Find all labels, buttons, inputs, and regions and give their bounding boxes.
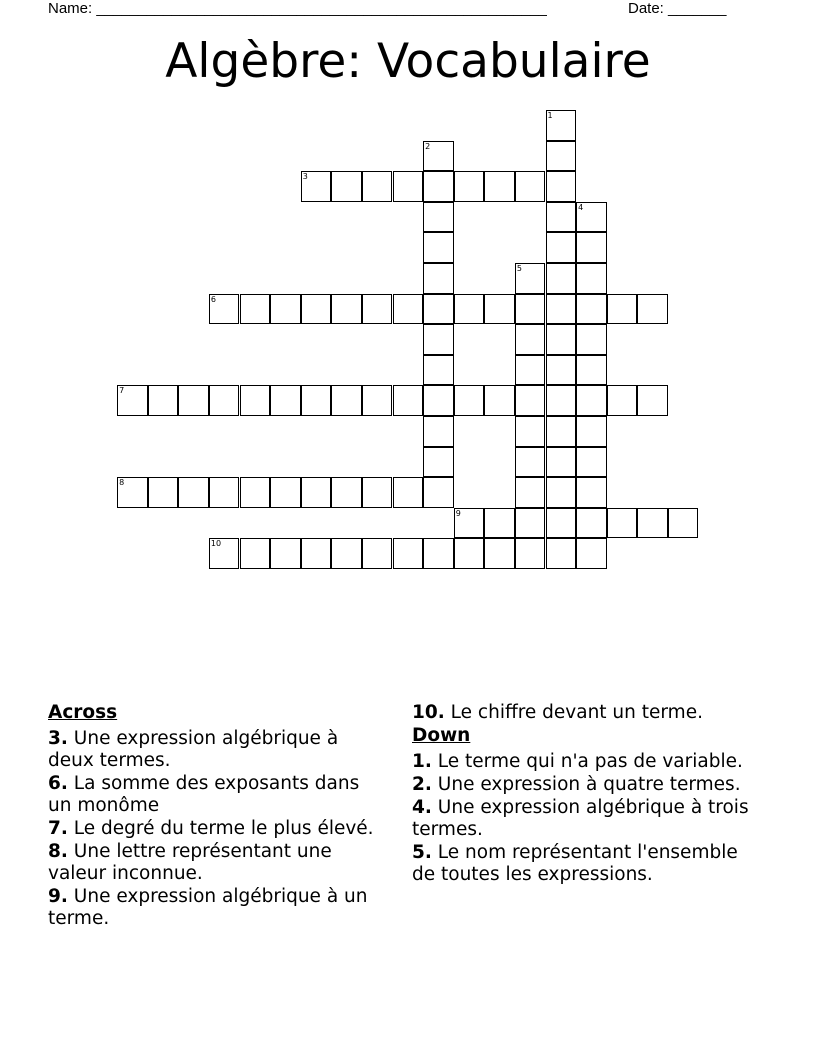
crossword-cell[interactable] [515,538,546,569]
crossword-cell[interactable] [668,508,699,539]
crossword-cell[interactable] [546,416,577,447]
crossword-cell[interactable] [301,477,332,508]
crossword-cell[interactable] [423,477,454,508]
crossword-cell[interactable] [484,294,515,325]
crossword-cell[interactable] [423,324,454,355]
crossword-cell[interactable] [240,294,271,325]
crossword-cell[interactable] [301,385,332,416]
crossword-cell[interactable] [576,232,607,263]
crossword-cell[interactable] [576,202,607,233]
crossword-cell[interactable] [362,294,393,325]
clue-text: Le terme qui n'a pas de variable. [437,751,743,772]
clue-text: Une expression algébrique à un terme. [48,886,368,929]
crossword-cell[interactable] [454,294,485,325]
crossword-cell[interactable] [576,447,607,478]
crossword-cell[interactable] [423,447,454,478]
crossword-cell[interactable] [393,294,424,325]
crossword-cell[interactable] [423,294,454,325]
crossword-cell[interactable] [423,385,454,416]
crossword-cell[interactable] [178,477,209,508]
crossword-cell[interactable] [423,202,454,233]
crossword-cell[interactable] [546,324,577,355]
crossword-cell[interactable] [178,385,209,416]
crossword-cell[interactable] [209,477,240,508]
crossword-cell[interactable] [423,416,454,447]
crossword-cell[interactable] [209,538,240,569]
page-title: Algèbre: Vocabulaire [165,34,651,89]
crossword-cell[interactable] [331,171,362,202]
crossword-cell[interactable] [576,477,607,508]
crossword-cell[interactable] [240,538,271,569]
clue-text: La somme des exposants dans un monôme [48,773,360,816]
crossword-cell[interactable] [576,294,607,325]
clue-text: Le chiffre devant un terme. [450,702,703,723]
crossword-cell[interactable] [209,294,240,325]
crossword-cell[interactable] [331,477,362,508]
crossword-cell[interactable] [393,538,424,569]
clue-number: 8. [48,841,68,862]
crossword-cell[interactable] [484,171,515,202]
crossword-cell[interactable] [546,355,577,386]
clue-across-3 [48,728,388,772]
crossword-cell[interactable] [393,477,424,508]
crossword-cell[interactable] [301,538,332,569]
clue-number: 7. [48,818,68,839]
crossword-cell[interactable] [484,538,515,569]
clue-down-4 [412,797,752,841]
crossword-cell[interactable] [576,324,607,355]
clue-number: 4. [412,797,432,818]
clue-number: 5. [412,842,432,863]
crossword-cell[interactable] [362,171,393,202]
crossword-cell[interactable] [515,508,546,539]
crossword-cell[interactable] [148,477,179,508]
clue-down-5 [412,842,752,886]
crossword-cell[interactable] [331,294,362,325]
crossword-cell[interactable] [576,538,607,569]
cell-number: 6 [210,294,216,304]
clue-text: Une expression à quatre termes. [437,774,741,795]
crossword-cell[interactable] [515,294,546,325]
crossword-cell[interactable] [607,508,638,539]
crossword-cell[interactable] [546,538,577,569]
date-field: Date: _______ [628,0,727,17]
crossword-cell[interactable] [362,385,393,416]
crossword-cell[interactable] [362,538,393,569]
crossword-cell[interactable] [209,385,240,416]
clue-text: Le degré du terme le plus élevé. [73,818,374,839]
crossword-cell[interactable] [117,477,148,508]
clue-text: Une expression algébrique à trois termes. [412,797,749,840]
crossword-cell[interactable] [454,538,485,569]
cell-number: 10 [210,539,222,549]
crossword-cell[interactable] [484,508,515,539]
cell-number: 9 [455,508,461,518]
crossword-cell[interactable] [546,202,577,233]
down-heading: Down [412,725,471,746]
crossword-cell[interactable] [576,508,607,539]
clue-text: Le nom représentant l'ensemble de toutes les expressions. [412,842,738,885]
crossword-cell[interactable] [270,294,301,325]
crossword-cell[interactable] [454,171,485,202]
across-heading: Across [48,702,118,723]
clue-number: 9. [48,886,68,907]
crossword-cell[interactable] [393,385,424,416]
crossword-cell[interactable] [515,263,546,294]
clue-across-8 [48,841,388,885]
crossword-cell[interactable] [576,416,607,447]
crossword-cell[interactable] [637,508,668,539]
cell-number: 7 [119,386,125,396]
crossword-cell[interactable] [576,263,607,294]
clue-number: 10. [412,702,445,723]
crossword-cell[interactable] [515,385,546,416]
cell-number: 5 [516,264,522,273]
crossword-cell[interactable] [423,263,454,294]
crossword-cell[interactable] [546,508,577,539]
crossword-cell[interactable] [546,294,577,325]
crossword-cell[interactable] [454,508,485,539]
clue-text: Une lettre représentant une valeur inconnue. [48,841,332,884]
crossword-cell[interactable] [607,294,638,325]
cell-number: 8 [119,478,125,488]
crossword-cell[interactable] [546,263,577,294]
clue-across-10 [412,702,752,724]
cell-number: 2 [425,141,431,151]
crossword-cell[interactable] [240,385,271,416]
crossword-cell[interactable] [546,477,577,508]
crossword-cell[interactable] [362,477,393,508]
clue-down-1 [412,751,752,773]
crossword-cell[interactable] [484,385,515,416]
cell-number: 3 [302,172,308,182]
crossword-cell[interactable] [454,385,485,416]
clue-number: 1. [412,751,432,772]
crossword-cell[interactable] [117,385,148,416]
clue-number: 2. [412,774,432,795]
crossword-cell[interactable] [423,171,454,202]
crossword-cell[interactable] [576,355,607,386]
crossword-cell[interactable] [546,171,577,202]
crossword-cell[interactable] [515,355,546,386]
crossword-cell[interactable] [515,171,546,202]
crossword-cell[interactable] [515,416,546,447]
crossword-cell[interactable] [546,232,577,263]
clue-across-6 [48,773,388,817]
crossword-cell[interactable] [423,232,454,263]
crossword-cell[interactable] [423,141,454,172]
crossword-cell[interactable] [515,324,546,355]
name-field: Name: ______________________________________________________ [48,0,547,17]
crossword-cell[interactable] [423,538,454,569]
crossword-cell[interactable] [546,447,577,478]
crossword-cell[interactable] [637,385,668,416]
clue-across-7 [48,818,388,840]
crossword-cell[interactable] [148,385,179,416]
clue-number: 3. [48,728,68,749]
crossword-cell[interactable] [301,294,332,325]
clue-down-2 [412,774,752,796]
crossword-cell[interactable] [270,385,301,416]
crossword-cell[interactable] [393,171,424,202]
crossword-cell[interactable] [423,355,454,386]
crossword-cell[interactable] [515,477,546,508]
clue-text: Une expression algébrique à deux termes. [48,728,339,771]
crossword-cell[interactable] [240,477,271,508]
clues-right-column [412,702,752,887]
crossword-cell[interactable] [546,385,577,416]
crossword-cell[interactable] [576,385,607,416]
cell-number: 1 [547,111,553,120]
crossword-cell[interactable] [331,538,362,569]
crossword-cell[interactable] [301,171,332,202]
clues-left-column [48,702,388,931]
crossword-cell[interactable] [637,294,668,325]
crossword-cell[interactable] [515,447,546,478]
crossword-cell[interactable] [270,538,301,569]
crossword-cell[interactable] [546,141,577,172]
crossword-cell[interactable] [607,385,638,416]
clue-across-9 [48,886,388,930]
cell-number: 4 [578,202,584,212]
clue-number: 6. [48,773,68,794]
crossword-cell[interactable] [270,477,301,508]
crossword-cell[interactable] [331,385,362,416]
crossword-cell[interactable] [546,110,577,141]
